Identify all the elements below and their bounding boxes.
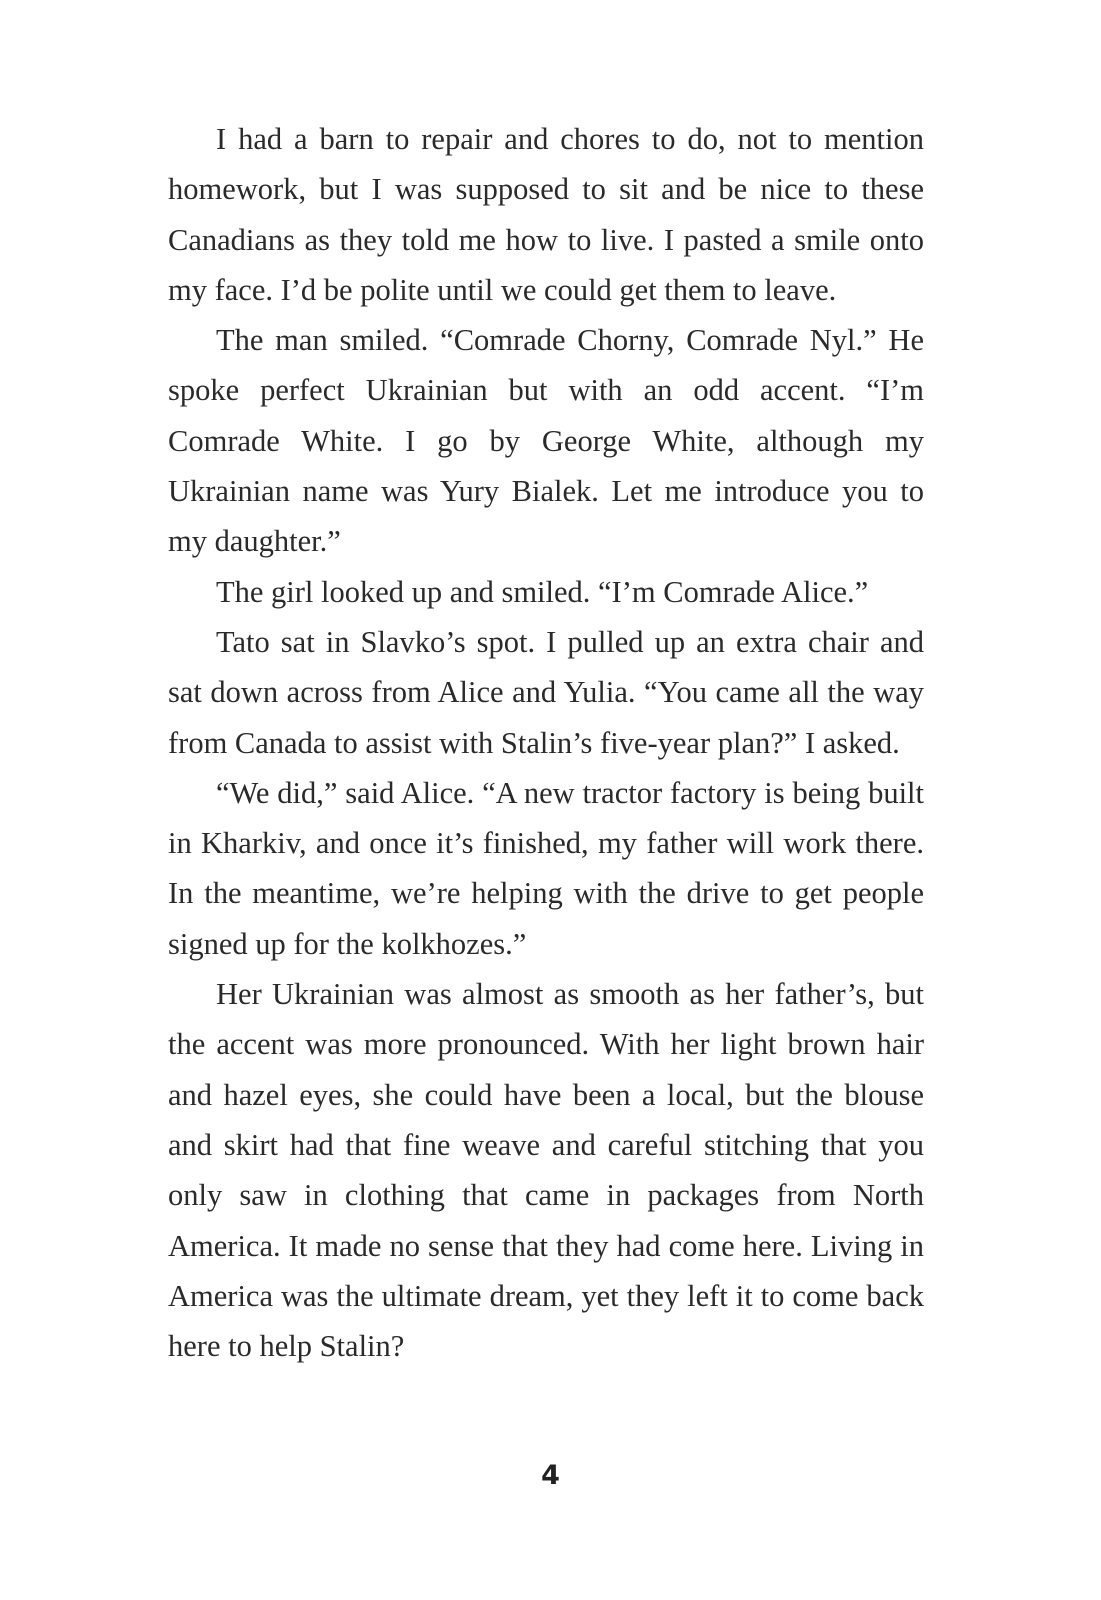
paragraph: The man smiled. “Comrade Chorny, Comrade Nyl.” He spoke perfect Ukrainian but with an odd accent. “I’m Comrade White. I go by George White, although my Ukrainian name was Yury Bialek. Let me introduce you to my daughter.” — [168, 323, 924, 559]
page-number: 4 — [541, 1460, 560, 1491]
paragraph: Her Ukrainian was almost as smooth as her father’s, but the accent was more pronounced. With her light brown hair and hazel eyes, she could have been a local, but the blouse and skirt had that fine weave and careful stitching that you only saw in clothing that came in packages from North America. It made no sense that they had come here. Living in America was the ultimate dream, yet they left it to come back here to help Stalin? — [168, 977, 924, 1364]
body-text — [168, 114, 924, 1371]
paragraph: I had a barn to repair and chores to do, not to mention homework, but I was supposed to sit and be nice to these Canadians as they told me how to live. I pasted a smile onto my face. I’d be polite until we could get them to leave. — [168, 122, 924, 307]
paragraph: Tato sat in Slavko’s spot. I pulled up an extra chair and sat down across from Alice and Yulia. “You came all the way from Canada to assist with Stalin’s five-year plan?” I asked. — [168, 624, 924, 760]
paragraph: The girl looked up and smiled. “I’m Comrade Alice.” — [216, 574, 869, 609]
paragraph: “We did,” said Alice. “A new tractor factory is being built in Kharkiv, and once it’s finished, my father will work there. In the meantime, we’re helping with the drive to get people signed up for the kolkhozes.” — [168, 775, 924, 961]
